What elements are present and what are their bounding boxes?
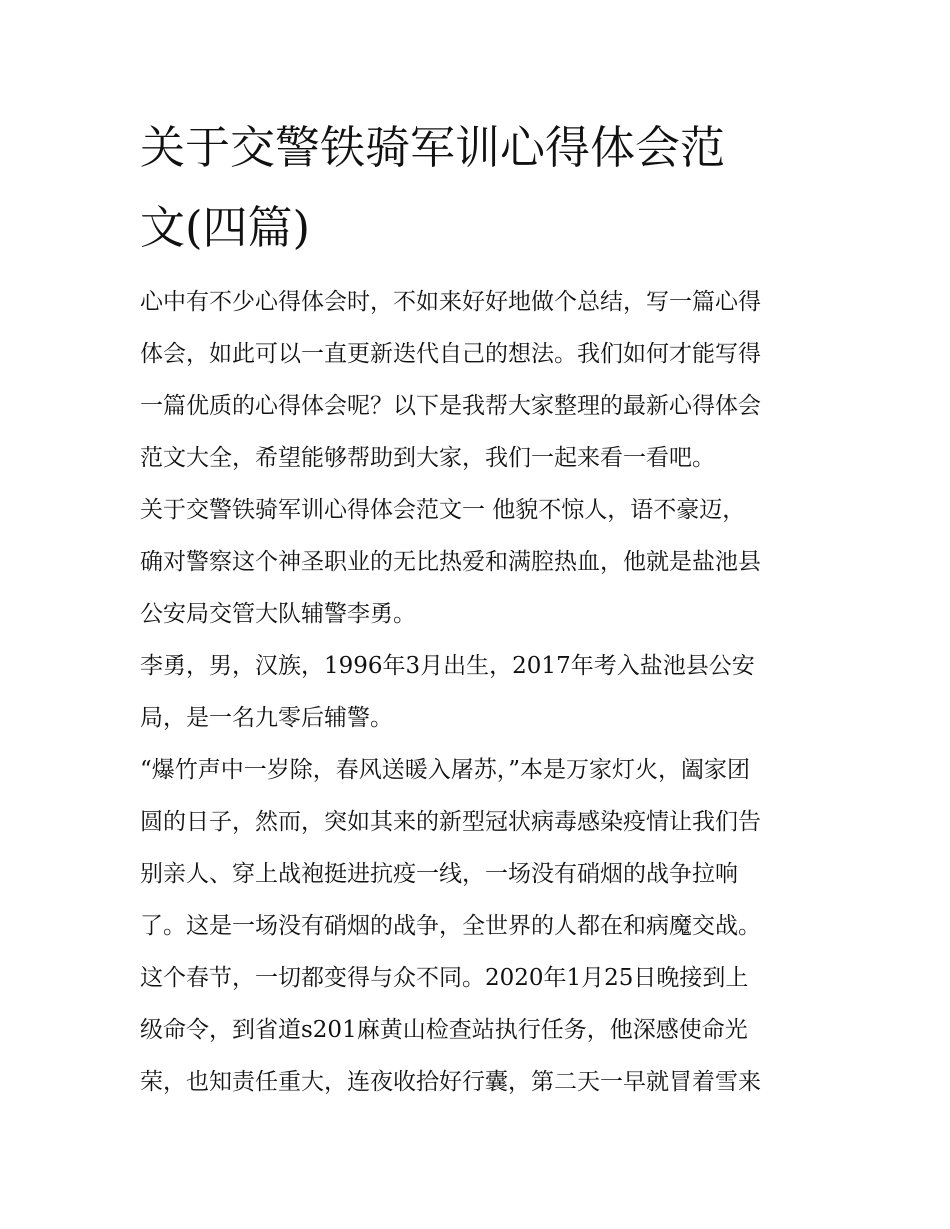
title-line: 文(四篇) <box>140 201 311 254</box>
body-line: 关于交警铁骑军训心得体会范文一 他貌不惊人，语不豪迈， <box>140 497 746 523</box>
body-line: 圆的日子，然而，突如其来的新型冠状病毒感染疫情让我们告 <box>140 809 761 835</box>
body-line: 荣，也知责任重大，连夜收拾好行囊，第二天一早就冒着雪来 <box>140 1069 761 1095</box>
body-line: 一篇优质的心得体会呢？以下是我帮大家整理的最新心得体会 <box>140 393 761 419</box>
body-line: 别亲人、穿上战袍挺进抗疫一线，一场没有硝烟的战争拉响 <box>140 861 738 887</box>
body-line: 心中有不少心得体会时，不如来好好地做个总结，写一篇心得 <box>140 289 761 315</box>
body-line: 确对警察这个神圣职业的无比热爱和满腔热血，他就是盐池县 <box>140 549 761 575</box>
body-line: 公安局交管大队辅警李勇。 <box>140 601 416 627</box>
body-line: 这个春节，一切都变得与众不同。2020年1月25日晚接到上 <box>140 965 749 991</box>
body-line: 范文大全，希望能够帮助到大家，我们一起来看一看吧。 <box>140 445 715 471</box>
document-title <box>140 108 820 268</box>
body-line: 局，是一名九零后辅警。 <box>140 705 393 731</box>
body-line: 李勇，男，汉族，1996年3月出生，2017年考入盐池县公安 <box>140 653 755 679</box>
title-line: 关于交警铁骑军训心得体会范 <box>140 121 726 174</box>
document-body <box>140 276 816 1108</box>
body-line: 了。这是一场没有硝烟的战争，全世界的人都在和病魔交战。 <box>140 913 761 939</box>
body-line: 级命令，到省道s201麻黄山检查站执行任务，他深感使命光 <box>140 1017 748 1043</box>
body-line: “爆竹声中一岁除，春风送暖入屠苏，”本是万家灯火，阖家团 <box>140 757 751 783</box>
body-line: 体会，如此可以一直更新迭代自己的想法。我们如何才能写得 <box>140 341 761 367</box>
